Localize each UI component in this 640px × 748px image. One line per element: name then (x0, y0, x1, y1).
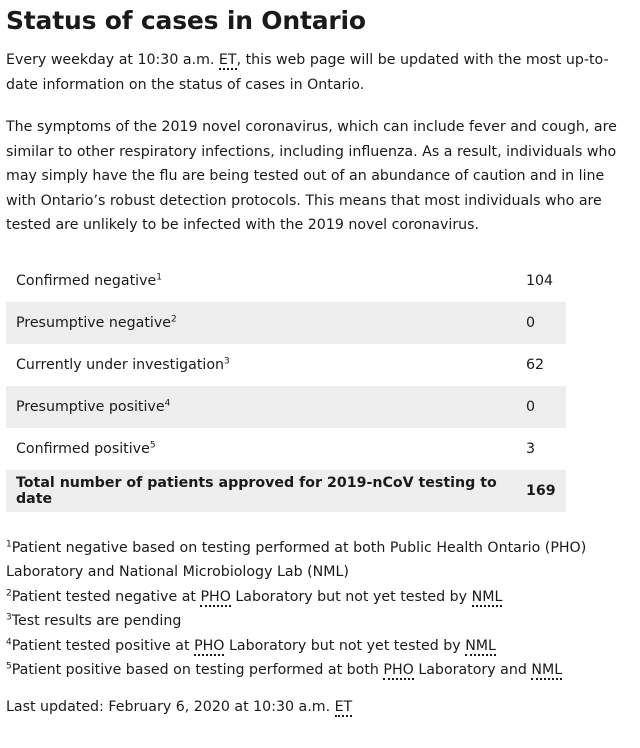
row-label-text: Presumptive negative (16, 314, 171, 331)
footnote-number: 1 (6, 538, 12, 549)
row-label-text: Presumptive positive (16, 398, 165, 415)
footnote-text: Patient tested positive at (11, 637, 195, 654)
footnote-item (6, 658, 634, 683)
row-label-text: Confirmed negative (16, 272, 157, 289)
footnote-number: 4 (6, 636, 12, 647)
nml-abbreviation[interactable]: NML (471, 588, 503, 605)
footnote-ref: 2 (170, 313, 177, 324)
intro-text-end: , this web page will be updated with the most up-to-date information on the status of cases in Ontario. (6, 52, 609, 93)
row-label (6, 302, 522, 344)
row-value: 104 (526, 272, 554, 289)
total-value: 169 (522, 470, 566, 512)
table-row (6, 302, 566, 344)
symptoms-paragraph: The symptoms of the 2019 novel coronavirus, which can include fever and cough, are similar to other respiratory infections, including influenza. As a result, individuals who may simply have the flu are being tested out of an abundance of caution and in line with Ontario’s robust detection protocols. This means that most individuals who are tested are unlikely to be infected with the 2019 novel coronavirus. (6, 119, 617, 233)
footnote-text: Patient tested negative at (11, 588, 201, 605)
row-label (6, 386, 522, 428)
footnote-ref: 1 (156, 271, 162, 282)
row-label-text: Confirmed positive (16, 440, 150, 457)
total-label: Total number of patients approved for 2019-nCoV testing to date (6, 470, 522, 512)
table-row (6, 428, 566, 470)
footnote-ref: 4 (164, 397, 171, 408)
footnote-number: 2 (6, 587, 12, 598)
table-row (6, 260, 566, 302)
table-row (6, 344, 566, 386)
row-value: 0 (522, 302, 566, 344)
footnote-number: 5 (6, 661, 12, 672)
footnote-text: Test results are pending (11, 613, 182, 629)
table-row (6, 386, 566, 428)
row-value: 0 (522, 386, 566, 428)
page-title: Status of cases in Ontario (6, 6, 366, 35)
footnote-text: Laboratory but not yet tested by (224, 637, 466, 654)
page-content (0, 6, 640, 719)
intro-text-start: Every weekday at 10:30 a.m. (6, 52, 219, 68)
footnote-item (6, 585, 634, 610)
last-updated-text: Last updated: February 6, 2020 at 10:30 a.m. (6, 698, 335, 715)
et-abbreviation[interactable]: ET (334, 698, 353, 715)
table-total-row (6, 470, 566, 512)
last-updated (6, 695, 634, 720)
footnote-text: Patient positive based on testing performed at both (11, 662, 384, 678)
footnote-text: Laboratory but not yet tested by (230, 588, 472, 605)
nml-abbreviation[interactable]: NML (465, 637, 496, 654)
row-value: 3 (526, 440, 536, 457)
footnote-text: Patient negative based on testing performed at both Public Health Ontario (PHO) Laboratory and National Microbiology Lab (NML) (6, 539, 587, 580)
row-label (6, 260, 522, 302)
pho-abbreviation[interactable]: PHO (383, 662, 414, 678)
pho-abbreviation[interactable]: PHO (194, 637, 225, 654)
row-label (6, 344, 522, 386)
row-label-text: Currently under investigation (16, 356, 225, 373)
row-label (6, 428, 522, 470)
footnote-item (6, 634, 634, 659)
footnote-item (6, 609, 634, 634)
et-abbreviation[interactable]: ET (218, 52, 237, 68)
footnotes (6, 536, 634, 683)
intro-paragraph (6, 48, 634, 97)
case-status-table (6, 260, 566, 512)
footnote-text: Laboratory and (413, 662, 532, 678)
nml-abbreviation[interactable]: NML (531, 662, 563, 678)
footnote-ref: 5 (149, 439, 156, 450)
footnote-item (6, 536, 634, 585)
row-value: 62 (526, 356, 545, 373)
footnote-number: 3 (6, 612, 12, 623)
pho-abbreviation[interactable]: PHO (200, 588, 231, 605)
footnote-ref: 3 (224, 355, 230, 366)
